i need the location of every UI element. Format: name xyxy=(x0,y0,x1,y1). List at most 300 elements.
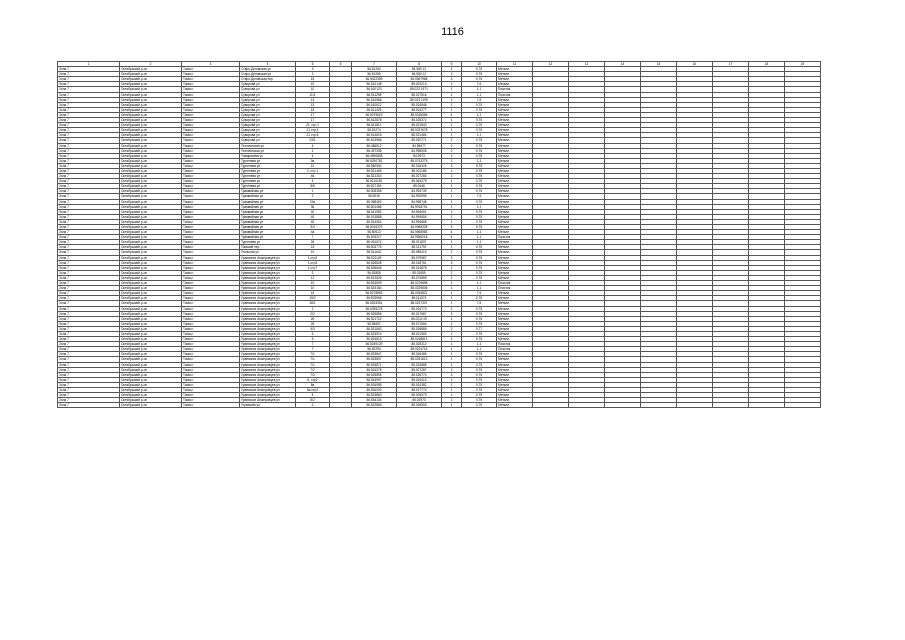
count-cell: 1 xyxy=(442,204,462,209)
street-cell: Суворова ул xyxy=(240,97,296,102)
count-cell: 1 xyxy=(442,143,462,148)
latitude-cell: 56.524813 xyxy=(352,337,397,342)
house-cell: 23а xyxy=(296,199,330,204)
latitude-cell: 56.510123 xyxy=(352,87,397,92)
district-cell: Октябрьский р-он xyxy=(120,281,182,286)
count-cell: 4 xyxy=(442,230,462,235)
street-cell: Ураевских Анжеровцев ул xyxy=(240,352,296,357)
district-cell: Октябрьский р-он xyxy=(120,296,182,301)
latitude-cell: 56.510148 xyxy=(352,82,397,87)
longitude-cell: 84.994868 xyxy=(397,219,442,224)
city-cell: Томск г xyxy=(182,255,240,260)
column-header: 15 xyxy=(641,62,677,67)
street-cell: Ураевских Анжеровцев ул xyxy=(240,311,296,316)
count-cell: 1 xyxy=(442,133,462,138)
volume-cell: 7,6 xyxy=(462,301,497,306)
volume-cell: 0,75 xyxy=(462,179,497,184)
zone-cell: Зона 7 xyxy=(58,250,120,255)
zone-cell: Зона 7 xyxy=(58,163,120,168)
district-cell: Октябрьский р-он xyxy=(120,102,182,107)
street-cell: Тимирязева ул xyxy=(240,153,296,158)
house-cell: 15 xyxy=(296,77,330,82)
city-cell: Томск г xyxy=(182,342,240,347)
column-header: 12 xyxy=(533,62,569,67)
district-cell: Октябрьский р-он xyxy=(120,311,182,316)
street-cell: Ураевских Анжеровцев ул xyxy=(240,321,296,326)
house-cell: 10 xyxy=(296,286,330,291)
material-cell: Металл xyxy=(497,240,533,245)
material-cell: Металл xyxy=(497,291,533,296)
material-cell: Металл xyxy=(497,153,533,158)
count-cell: 1 xyxy=(442,393,462,398)
longitude-cell: 85.079967 xyxy=(397,255,442,260)
district-cell: Октябрьский р-он xyxy=(120,82,182,87)
count-cell: 1 xyxy=(442,214,462,219)
volume-cell: 0,75 xyxy=(462,225,497,230)
house-cell: 8/2 xyxy=(296,398,330,403)
column-header: 14 xyxy=(605,62,641,67)
zone-cell: Зона 7 xyxy=(58,82,120,87)
district-cell: Октябрьский р-он xyxy=(120,393,182,398)
volume-cell: 7,6 xyxy=(462,82,497,87)
volume-cell: 0,75 xyxy=(462,77,497,82)
longitude-cell: 85.025372 xyxy=(397,118,442,123)
empty-cell xyxy=(641,403,677,408)
material-cell: Металл xyxy=(497,250,533,255)
zone-cell: Зона 7 xyxy=(58,158,120,163)
zone-cell: Зона 7 xyxy=(58,87,120,92)
material-cell: Металл xyxy=(497,128,533,133)
longitude-cell: 85.024382 xyxy=(397,382,442,387)
material-cell: Металл xyxy=(497,209,533,214)
longitude-cell: 85.01859 xyxy=(397,270,442,275)
street-cell: Трамвайная ул xyxy=(240,199,296,204)
district-cell: Октябрьский р-он xyxy=(120,255,182,260)
material-cell: Металл xyxy=(497,219,533,224)
material-cell: Металл xyxy=(497,112,533,117)
zone-cell: Зона 7 xyxy=(58,321,120,326)
latitude-cell: 56.5263351 xyxy=(352,301,397,306)
longitude-cell: 85.0446 xyxy=(397,184,442,189)
street-cell: Трамвайная ул xyxy=(240,225,296,230)
zone-cell: Зона 7 xyxy=(58,118,120,123)
house-cell: 2 xyxy=(296,148,330,153)
district-cell: Октябрьский р-он xyxy=(120,138,182,143)
longitude-cell: 85.0247337 xyxy=(397,301,442,306)
street-cell: Трамвайная ул xyxy=(240,209,296,214)
longitude-cell: 85.023213 xyxy=(397,82,442,87)
house-cell: 8а стр2 xyxy=(296,388,330,393)
city-cell: Томск г xyxy=(182,112,240,117)
empty-cell xyxy=(533,403,569,408)
material-cell: Металл xyxy=(497,270,533,275)
house-cell: 3 xyxy=(296,72,330,77)
longitude-cell: 85.0276898 xyxy=(397,281,442,286)
volume-cell: 0,75 xyxy=(462,275,497,280)
house-cell: 15 xyxy=(296,291,330,296)
house-cell: 13 xyxy=(296,102,330,107)
material-cell: Пластик xyxy=(497,347,533,352)
longitude-cell: 85.0224715 xyxy=(397,347,442,352)
count-cell: 1 xyxy=(442,72,462,77)
count-cell: 1 xyxy=(442,296,462,301)
zone-cell: Зона 7 xyxy=(58,301,120,306)
longitude-cell: 85.027287 xyxy=(397,367,442,372)
zone-cell: Зона 7 xyxy=(58,92,120,97)
volume-cell: 0,75 xyxy=(462,265,497,270)
district-cell: Октябрьский р-он xyxy=(120,179,182,184)
count-cell: 1 xyxy=(442,240,462,245)
street-cell: Суворова ул xyxy=(240,118,296,123)
count-cell: 1 xyxy=(442,362,462,367)
zone-cell: Зона 7 xyxy=(58,174,120,179)
material-cell: Металл xyxy=(497,138,533,143)
longitude-cell: 85.064279 xyxy=(397,179,442,184)
material-cell: Металл xyxy=(497,331,533,336)
city-cell: Томск г xyxy=(182,153,240,158)
district-cell: Октябрьский р-он xyxy=(120,230,182,235)
latitude-cell: 56.526628 xyxy=(352,260,397,265)
city-cell: Томск г xyxy=(182,123,240,128)
district-cell: Октябрьский р-он xyxy=(120,123,182,128)
zone-cell: Зона 7 xyxy=(58,326,120,331)
volume-cell: 0,75 xyxy=(462,377,497,382)
district-cell: Октябрьский р-он xyxy=(120,107,182,112)
volume-cell: 0,75 xyxy=(462,199,497,204)
house-cell: 7/3 xyxy=(296,372,330,377)
district-cell: Октябрьский р-он xyxy=(120,194,182,199)
material-cell: Металл xyxy=(497,398,533,403)
count-cell: 1 xyxy=(442,291,462,296)
district-cell: Октябрьский р-он xyxy=(120,240,182,245)
longitude-cell: 85.021186 xyxy=(397,168,442,173)
count-cell: 1 xyxy=(442,219,462,224)
city-cell: Томск г xyxy=(182,347,240,352)
city-cell: Томск г xyxy=(182,204,240,209)
street-cell: Суворова ул xyxy=(240,87,296,92)
volume-cell: 1,1 xyxy=(462,342,497,347)
latitude-cell: 56.550934 xyxy=(352,163,397,168)
zone-cell: Зона 7 xyxy=(58,311,120,316)
material-cell: Пластик xyxy=(497,286,533,291)
zone-cell: Зона 7 xyxy=(58,275,120,280)
empty-cell xyxy=(330,403,352,408)
house-cell: 4а xyxy=(296,230,330,235)
district-cell: Октябрьский р-он xyxy=(120,388,182,393)
street-cell: Ураевских Анжеровцев ул xyxy=(240,316,296,321)
house-cell: 8, стр2 xyxy=(296,377,330,382)
house-cell: 2, стр.1 xyxy=(296,168,330,173)
zone-cell: Зона 7 xyxy=(58,230,120,235)
longitude-cell: 84.9968328 xyxy=(397,225,442,230)
house-cell: 8а xyxy=(296,382,330,387)
district-cell: Октябрьский р-он xyxy=(120,72,182,77)
volume-cell: 0,75 xyxy=(462,138,497,143)
latitude-cell: 56.398482 xyxy=(352,199,397,204)
volume-cell: 0,75 xyxy=(462,219,497,224)
street-cell: Ураевских Анжеровцев ул xyxy=(240,260,296,265)
volume-cell: 1,1 xyxy=(462,347,497,352)
city-cell: Томск г xyxy=(182,316,240,321)
empty-cell xyxy=(605,403,641,408)
latitude-cell: 56.511812 xyxy=(352,123,397,128)
latitude-cell: 56.5016379 xyxy=(352,225,397,230)
material-cell: Металл xyxy=(497,82,533,87)
city-cell: Томск г xyxy=(182,77,240,82)
house-cell: 4 xyxy=(296,179,330,184)
longitude-cell: 84.980 12 xyxy=(397,67,442,72)
count-cell: 1 xyxy=(442,153,462,158)
street-cell: Трамвайная ул xyxy=(240,194,296,199)
count-cell: 1 xyxy=(442,301,462,306)
count-cell: 1 xyxy=(442,382,462,387)
zone-cell: Зона 7 xyxy=(58,270,120,275)
volume-cell: 0,75 xyxy=(462,352,497,357)
material-cell: Металл xyxy=(497,362,533,367)
district-cell: Октябрьский р-он xyxy=(120,286,182,291)
material-cell: Металл xyxy=(497,67,533,72)
house-cell: 7/2 xyxy=(296,367,330,372)
volume-cell: 7,6 xyxy=(462,291,497,296)
house-cell: 7/1 xyxy=(296,357,330,362)
volume-cell: 0,75 xyxy=(462,123,497,128)
house-cell: 3/4 xyxy=(296,225,330,230)
house-cell: 5 xyxy=(296,331,330,336)
district-cell: Октябрьский р-он xyxy=(120,362,182,367)
longitude-cell: 84.992595 xyxy=(397,194,442,199)
house-cell: 4/3 xyxy=(296,326,330,331)
latitude-cell: 56.521149 xyxy=(352,255,397,260)
latitude-cell: 56.51265 xyxy=(352,72,397,77)
count-cell: 1 xyxy=(442,199,462,204)
zone-cell: Зона 7 xyxy=(58,398,120,403)
latitude-cell: 56.510966 xyxy=(352,97,397,102)
longitude-cell: 85.020771 xyxy=(397,138,442,143)
city-cell: Томск г xyxy=(182,245,240,250)
count-cell: 1 xyxy=(442,158,462,163)
house-cell: 26 xyxy=(296,316,330,321)
house-cell: 46 xyxy=(296,174,330,179)
latitude-cell: 56.521722 xyxy=(352,316,397,321)
street-cell: Суворова ул xyxy=(240,128,296,133)
house-cell: 11/1 xyxy=(296,92,330,97)
count-cell: 1 xyxy=(442,352,462,357)
district-cell: Октябрьский р-он xyxy=(120,199,182,204)
district-cell: Октябрьский р-он xyxy=(120,184,182,189)
volume-cell: 0,75 xyxy=(462,153,497,158)
district-cell: Октябрьский р-он xyxy=(120,148,182,153)
longitude-cell: 85.071554 xyxy=(397,321,442,326)
district-cell: Октябрьский р-он xyxy=(120,337,182,342)
district-cell: Октябрьский р-он xyxy=(120,377,182,382)
city-cell: Томск г xyxy=(182,398,240,403)
zone-cell: Зона 7 xyxy=(58,179,120,184)
column-header: 5 xyxy=(296,62,330,67)
material-cell: Металл xyxy=(497,118,533,123)
column-header: 1 xyxy=(58,62,120,67)
city-cell: Томск г xyxy=(182,265,240,270)
city-cell: Томск г xyxy=(182,118,240,123)
city-cell: Томск г xyxy=(182,189,240,194)
street-cell: Ураевских Анжеровцев ул xyxy=(240,337,296,342)
longitude-cell: 85.024885 xyxy=(397,362,442,367)
district-cell: Октябрьский р-он xyxy=(120,92,182,97)
longitude-cell: 85.026868 xyxy=(397,326,442,331)
street-cell: Ураевских Анжеровцев ул xyxy=(240,372,296,377)
city-cell: Томск г xyxy=(182,174,240,179)
house-cell: 1 xyxy=(296,189,330,194)
street-cell: Ураевских Анжеровцев ул xyxy=(240,326,296,331)
zone-cell: Зона 7 xyxy=(58,281,120,286)
volume-cell: 0,75 xyxy=(462,393,497,398)
city-cell: Томск г xyxy=(182,291,240,296)
longitude-cell: 85.074859 xyxy=(397,275,442,280)
volume-cell: 0,75 xyxy=(462,403,497,408)
column-header: 7 xyxy=(352,62,397,67)
zone-cell: Зона 7 xyxy=(58,337,120,342)
zone-cell: Зона 7 xyxy=(58,168,120,173)
latitude-cell: 56.5290782 xyxy=(352,158,397,163)
count-cell: 3 xyxy=(442,163,462,168)
zone-cell: Зона 7 xyxy=(58,362,120,367)
latitude-cell: 56.5110152 xyxy=(352,179,397,184)
count-cell: 1 xyxy=(442,265,462,270)
material-cell: Металл xyxy=(497,174,533,179)
city-cell: Томск г xyxy=(182,331,240,336)
city-cell: Томск г xyxy=(182,148,240,153)
longitude-cell: 85.024277 xyxy=(397,107,442,112)
column-header: 3 xyxy=(182,62,240,67)
material-cell: Пластик xyxy=(497,87,533,92)
latitude-cell: 56.5022359 xyxy=(352,77,397,82)
longitude-cell: 85.018761 xyxy=(397,260,442,265)
city-cell: Томск г xyxy=(182,184,240,189)
longitude-cell: 85.025312 xyxy=(397,342,442,347)
volume-cell: 1,1 xyxy=(462,133,497,138)
empty-cell xyxy=(677,403,713,408)
zone-cell: Зона 7 xyxy=(58,306,120,311)
volume-cell: 0,75 xyxy=(462,316,497,321)
house-cell: 10 xyxy=(296,82,330,87)
zone-cell: Зона 7 xyxy=(58,377,120,382)
latitude-cell: 56.522866 xyxy=(352,403,397,408)
city-cell: Томск г xyxy=(182,388,240,393)
district-cell: Октябрьский р-он xyxy=(120,235,182,240)
zone-cell: Зона 7 xyxy=(58,393,120,398)
city-cell: Томск г xyxy=(182,352,240,357)
zone-cell: Зона 7 xyxy=(58,189,120,194)
latitude-cell: 56.525856 xyxy=(352,311,397,316)
street-cell: Угрюмова ул xyxy=(240,403,296,408)
latitude-cell: 56.523807 xyxy=(352,357,397,362)
volume-cell: 1,1 xyxy=(462,230,497,235)
longitude-cell: 85.027774 xyxy=(397,388,442,393)
house-cell: 5 xyxy=(296,337,330,342)
district-cell: Октябрьский р-он xyxy=(120,245,182,250)
district-cell: Октябрьский р-он xyxy=(120,403,182,408)
house-cell: 8/8 xyxy=(296,184,330,189)
house-cell: 8 xyxy=(296,393,330,398)
material-cell: Металл xyxy=(497,265,533,270)
volume-cell: 0,77 xyxy=(462,326,497,331)
house-cell: 2 xyxy=(296,306,330,311)
district-cell: Октябрьский р-он xyxy=(120,143,182,148)
count-cell: 1 xyxy=(442,179,462,184)
latitude-cell: 56.510612 xyxy=(352,102,397,107)
zone-cell: Зона 7 xyxy=(58,128,120,133)
house-cell: 40 xyxy=(296,219,330,224)
material-cell: Металл xyxy=(497,148,533,153)
volume-cell: 7,6 xyxy=(462,194,497,199)
latitude-cell: 56.4990808 xyxy=(352,153,397,158)
street-cell: Тургенева ул xyxy=(240,163,296,168)
district-cell: Октябрьский р-он xyxy=(120,174,182,179)
latitude-cell: 56.514815 xyxy=(352,133,397,138)
column-header: 2 xyxy=(120,62,182,67)
street-cell: Тургенева ул xyxy=(240,174,296,179)
house-cell: 9а xyxy=(296,158,330,163)
street-cell: Ураевских Анжеровцев ул xyxy=(240,301,296,306)
longitude-cell: 85.0237678 xyxy=(397,128,442,133)
material-cell: Металл xyxy=(497,199,533,204)
material-cell: Пластик xyxy=(497,92,533,97)
longitude-cell: 85.021583 xyxy=(397,331,442,336)
volume-cell: 0,75 xyxy=(462,189,497,194)
column-header: 11 xyxy=(497,62,533,67)
zone-cell: Зона 7 xyxy=(58,204,120,209)
city-cell: Томск г xyxy=(182,250,240,255)
district-cell: Октябрьский р-он xyxy=(120,270,182,275)
volume-cell: 0,75 xyxy=(462,72,497,77)
material-cell: Металл xyxy=(497,189,533,194)
house-cell: 26 xyxy=(296,240,330,245)
count-cell: 2 xyxy=(442,250,462,255)
material-cell: Пластик xyxy=(497,342,533,347)
city-cell: Томск г xyxy=(182,321,240,326)
count-cell: 1 xyxy=(442,209,462,214)
data-table xyxy=(57,61,821,408)
count-cell: 2 xyxy=(442,123,462,128)
material-cell: Пластик xyxy=(497,235,533,240)
city-cell: Томск г xyxy=(182,209,240,214)
material-cell: Пластик xyxy=(497,281,533,286)
zone-cell: Зона 7 xyxy=(58,357,120,362)
street-cell: Ураевских Анжеровцев ул xyxy=(240,275,296,280)
volume-cell: 0,75 xyxy=(462,163,497,168)
material-cell: Металл xyxy=(497,72,533,77)
material-cell: Металл xyxy=(497,194,533,199)
count-cell: 1 xyxy=(442,87,462,92)
count-cell: 1 xyxy=(442,388,462,393)
volume-cell: 0,75 xyxy=(462,174,497,179)
volume-cell: 1,1 xyxy=(462,235,497,240)
district-cell: Октябрьский р-он xyxy=(120,133,182,138)
district-cell: Октябрьский р-он xyxy=(120,163,182,168)
latitude-cell: 56.523863 xyxy=(352,393,397,398)
longitude-cell: 85.02973 xyxy=(397,398,442,403)
column-header: 4 xyxy=(240,62,296,67)
volume-cell: 0,75 xyxy=(462,357,497,362)
street-cell: Ураевских Анжеровцев ул xyxy=(240,388,296,393)
latitude-cell: 56.497398 xyxy=(352,148,397,153)
city-cell: Томск г xyxy=(182,163,240,168)
volume-cell: 0,75 xyxy=(462,398,497,403)
volume-cell: 1,1 xyxy=(462,204,497,209)
street-cell: Ураевских Анжеровцев ул xyxy=(240,362,296,367)
district-cell: Октябрьский р-он xyxy=(120,225,182,230)
city-cell: Томск г xyxy=(182,367,240,372)
house-cell: 10 xyxy=(296,250,330,255)
